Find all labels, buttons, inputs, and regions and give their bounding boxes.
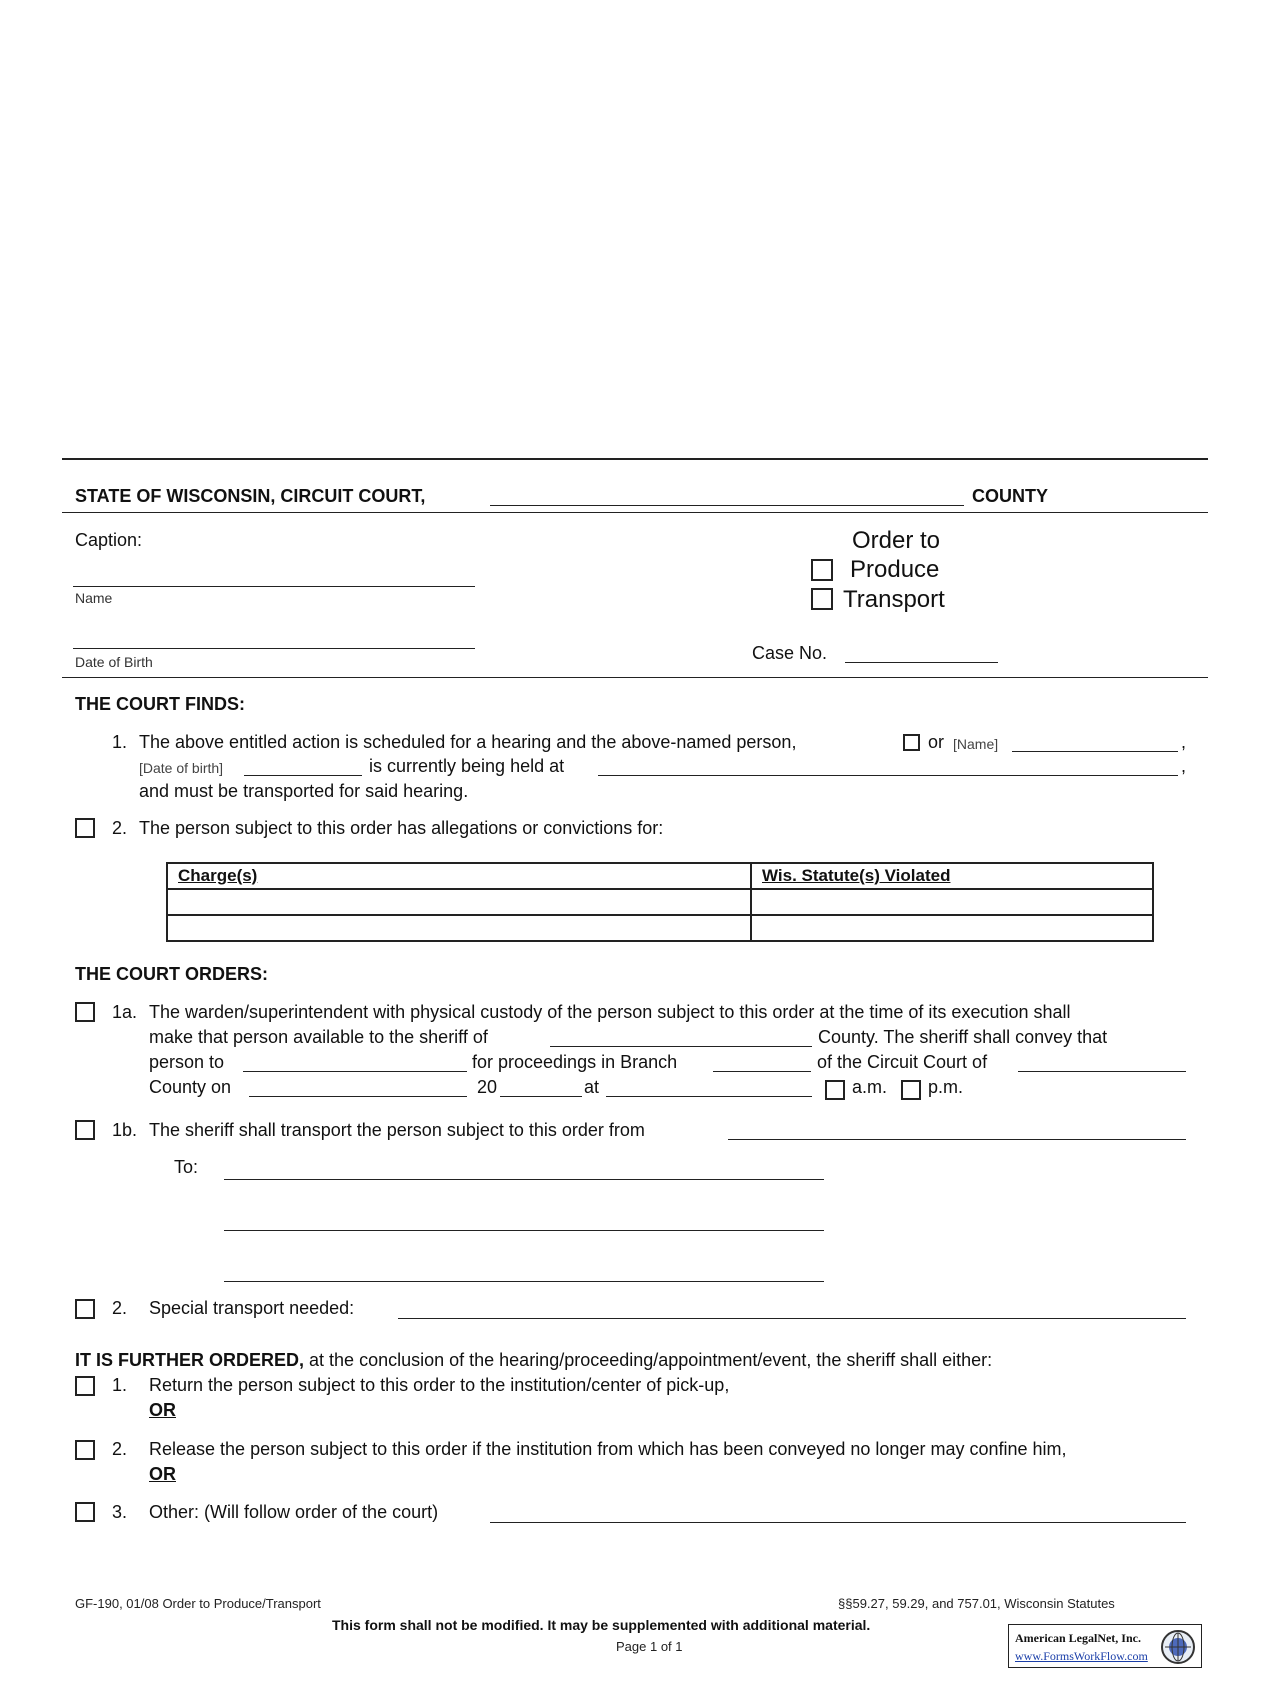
modification-notice: This form shall not be modified. It may be supplemented with additional material. — [332, 1617, 871, 1633]
finds-item1-text-c: and must be transported for said hearing. — [139, 781, 469, 801]
circuit-court-field[interactable] — [1018, 1071, 1186, 1072]
further-1-text: Return the person subject to this order to the institution/center of pick-up, — [149, 1375, 730, 1395]
finds-item1-text: The above entitled action is scheduled for a hearing and the above-named person, — [139, 732, 797, 752]
orders-1a-checkbox[interactable] — [75, 1002, 95, 1022]
further-ordered-rest: at the conclusion of the hearing/proceeding/appointment/event, the sheriff shall either: — [309, 1350, 993, 1370]
court-finds-heading: THE COURT FINDS: — [75, 694, 245, 714]
other-order-field[interactable] — [490, 1522, 1186, 1523]
finds-item2-number: 2. — [112, 818, 128, 838]
finds-item2-text: The person subject to this order has allegations or convictions for: — [139, 818, 664, 838]
name-label: Name — [75, 590, 113, 606]
orders-1b-text: The sheriff shall transport the person subject to this order from — [149, 1120, 645, 1140]
further-3-number: 3. — [112, 1502, 128, 1522]
table-row — [167, 889, 1153, 915]
county-label: COUNTY — [972, 486, 1048, 506]
transport-from-field[interactable] — [728, 1139, 1186, 1140]
dob-hint: [Date of birth] — [139, 760, 224, 776]
finds-name-field[interactable] — [1012, 751, 1178, 752]
am-checkbox[interactable] — [825, 1080, 845, 1100]
statute-cell[interactable] — [751, 915, 1153, 941]
further-3-text: Other: (Will follow order of the court) — [149, 1502, 439, 1522]
branch-field[interactable] — [713, 1071, 811, 1072]
or-separator-2: OR — [149, 1464, 176, 1484]
convey-to-field[interactable] — [243, 1071, 467, 1072]
further-2-number: 2. — [112, 1439, 128, 1459]
charges-header: Charge(s) — [167, 863, 751, 889]
dob-label: Date of Birth — [75, 654, 153, 670]
dob-field[interactable] — [73, 648, 475, 649]
court-orders-heading: THE COURT ORDERS: — [75, 964, 268, 984]
special-transport-field[interactable] — [398, 1318, 1186, 1319]
caption-label: Caption: — [75, 530, 143, 550]
name-field[interactable] — [73, 586, 475, 587]
charge-cell[interactable] — [167, 915, 751, 941]
time-field[interactable] — [606, 1096, 812, 1097]
orders-1a-year-prefix: 20 — [477, 1077, 498, 1097]
am-label: a.m. — [852, 1077, 888, 1097]
produce-checkbox[interactable] — [811, 559, 833, 581]
orders-1a-line1: The warden/superintendent with physical custody of the person subject to this order at the time of its execution shall — [149, 1002, 1071, 1022]
or-separator-1: OR — [149, 1400, 176, 1420]
orders-1a-number: 1a. — [112, 1002, 138, 1022]
orders-1a-line2a: make that person available to the sheriff of — [149, 1027, 488, 1047]
globe-icon — [1159, 1628, 1197, 1666]
orders-1b-checkbox[interactable] — [75, 1120, 95, 1140]
logo-url[interactable]: www.FormsWorkFlow.com — [1015, 1649, 1148, 1663]
orders-1a-line3a: person to — [149, 1052, 225, 1072]
orders-2-checkbox[interactable] — [75, 1299, 95, 1319]
further-2-text: Release the person subject to this order if the institution from which has been conveyed no longer may confine him, — [149, 1439, 1067, 1459]
transport-checkbox[interactable] — [811, 588, 833, 610]
further-1-number: 1. — [112, 1375, 128, 1395]
transport-to-field-3[interactable] — [224, 1281, 824, 1282]
name-hint: [Name] — [953, 736, 999, 752]
finds-comma-1: , — [1181, 732, 1187, 752]
transport-to-field-2[interactable] — [224, 1230, 824, 1231]
order-title: Order to — [852, 527, 941, 554]
transport-label: Transport — [843, 586, 945, 613]
charge-cell[interactable] — [167, 889, 751, 915]
further-ordered-bold: IT IS FURTHER ORDERED, — [75, 1350, 305, 1370]
caption-rule — [62, 677, 1208, 678]
produce-label: Produce — [850, 556, 940, 583]
county-field[interactable] — [490, 505, 964, 506]
orders-2-number: 2. — [112, 1298, 128, 1318]
finds-comma-2: , — [1181, 756, 1187, 776]
further-3-checkbox[interactable] — [75, 1502, 95, 1522]
charges-table — [166, 862, 1154, 942]
pm-label: p.m. — [928, 1077, 964, 1097]
transport-to-field-1[interactable] — [224, 1179, 824, 1180]
header-rule — [62, 512, 1208, 513]
pm-checkbox[interactable] — [901, 1080, 921, 1100]
statutes-header: Wis. Statute(s) Violated — [751, 863, 1153, 889]
further-2-checkbox[interactable] — [75, 1440, 95, 1460]
date-field[interactable] — [249, 1096, 467, 1097]
finds-dob-field[interactable] — [244, 775, 362, 776]
statutes-reference: §§59.27, 59.29, and 757.01, Wisconsin Statutes — [838, 1596, 1115, 1611]
case-no-label: Case No. — [752, 643, 828, 663]
form-id: GF-190, 01/08 Order to Produce/Transport — [75, 1596, 321, 1611]
sheriff-county-field[interactable] — [550, 1046, 812, 1047]
top-rule — [62, 458, 1208, 460]
logo-company: American LegalNet, Inc. — [1015, 1631, 1141, 1645]
further-1-checkbox[interactable] — [75, 1376, 95, 1396]
orders-1a-at: at — [584, 1077, 600, 1097]
orders-1a-line4a: County on — [149, 1077, 232, 1097]
orders-1b-number: 1b. — [112, 1120, 138, 1140]
case-no-field[interactable] — [845, 662, 998, 663]
orders-1a-line2b: County. The sheriff shall convey that — [818, 1027, 1108, 1047]
page-number: Page 1 of 1 — [616, 1639, 683, 1654]
finds-item1-text-b: is currently being held at — [369, 756, 565, 776]
finds-held-at-field[interactable] — [598, 775, 1178, 776]
table-row — [167, 915, 1153, 941]
company-logo — [1008, 1624, 1202, 1668]
orders-2-text: Special transport needed: — [149, 1298, 355, 1318]
state-court-label: STATE OF WISCONSIN, CIRCUIT COURT, — [75, 486, 426, 506]
finds-item1-or: or — [928, 732, 945, 752]
orders-1a-line3c: of the Circuit Court of — [817, 1052, 988, 1072]
to-label: To: — [174, 1157, 199, 1177]
statute-cell[interactable] — [751, 889, 1153, 915]
finds-item1-number: 1. — [112, 732, 128, 752]
orders-1a-line3b: for proceedings in Branch — [472, 1052, 678, 1072]
further-ordered-lead — [75, 1350, 992, 1371]
finds-item1-checkbox[interactable] — [903, 734, 920, 751]
year-field[interactable] — [500, 1096, 582, 1097]
finds-item2-checkbox[interactable] — [75, 818, 95, 838]
